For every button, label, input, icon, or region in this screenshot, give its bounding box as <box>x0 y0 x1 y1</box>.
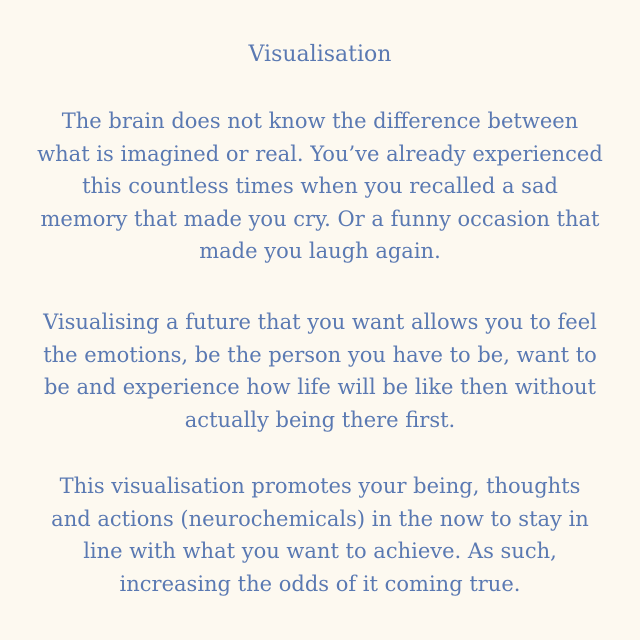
paragraph-line: and actions (neurochemicals) in the now to stay in <box>51 506 589 531</box>
paragraph-line: this countless times when you recalled a sad <box>82 174 558 198</box>
paragraph-line: The brain does not know the difference between <box>61 109 579 133</box>
paragraph-line: memory that made you cry. Or a funny occasion that <box>40 206 600 231</box>
paragraph-line: This visualisation promotes your being, thoughts <box>59 474 581 498</box>
paragraph-line: the emotions, be the person you have to be, want to <box>43 342 597 367</box>
paragraph-line: Visualising a future that you want allows you to feel <box>43 310 597 334</box>
paragraph-line: actually being there first. <box>184 407 456 432</box>
paragraph-promotes <box>24 470 616 600</box>
paragraph-line: line with what you want to achieve. As such, <box>83 539 557 563</box>
page-title: Visualisation <box>248 42 392 67</box>
paragraph-line: made you laugh again. <box>199 239 441 263</box>
paragraph-brain <box>24 105 616 268</box>
paragraph-line: what is imagined or real. You’ve already experienced <box>37 141 603 166</box>
paragraph-future <box>24 306 616 436</box>
paragraph-line: increasing the odds of it coming true. <box>119 571 521 596</box>
paragraph-line: be and experience how life will be like then without <box>43 375 596 399</box>
